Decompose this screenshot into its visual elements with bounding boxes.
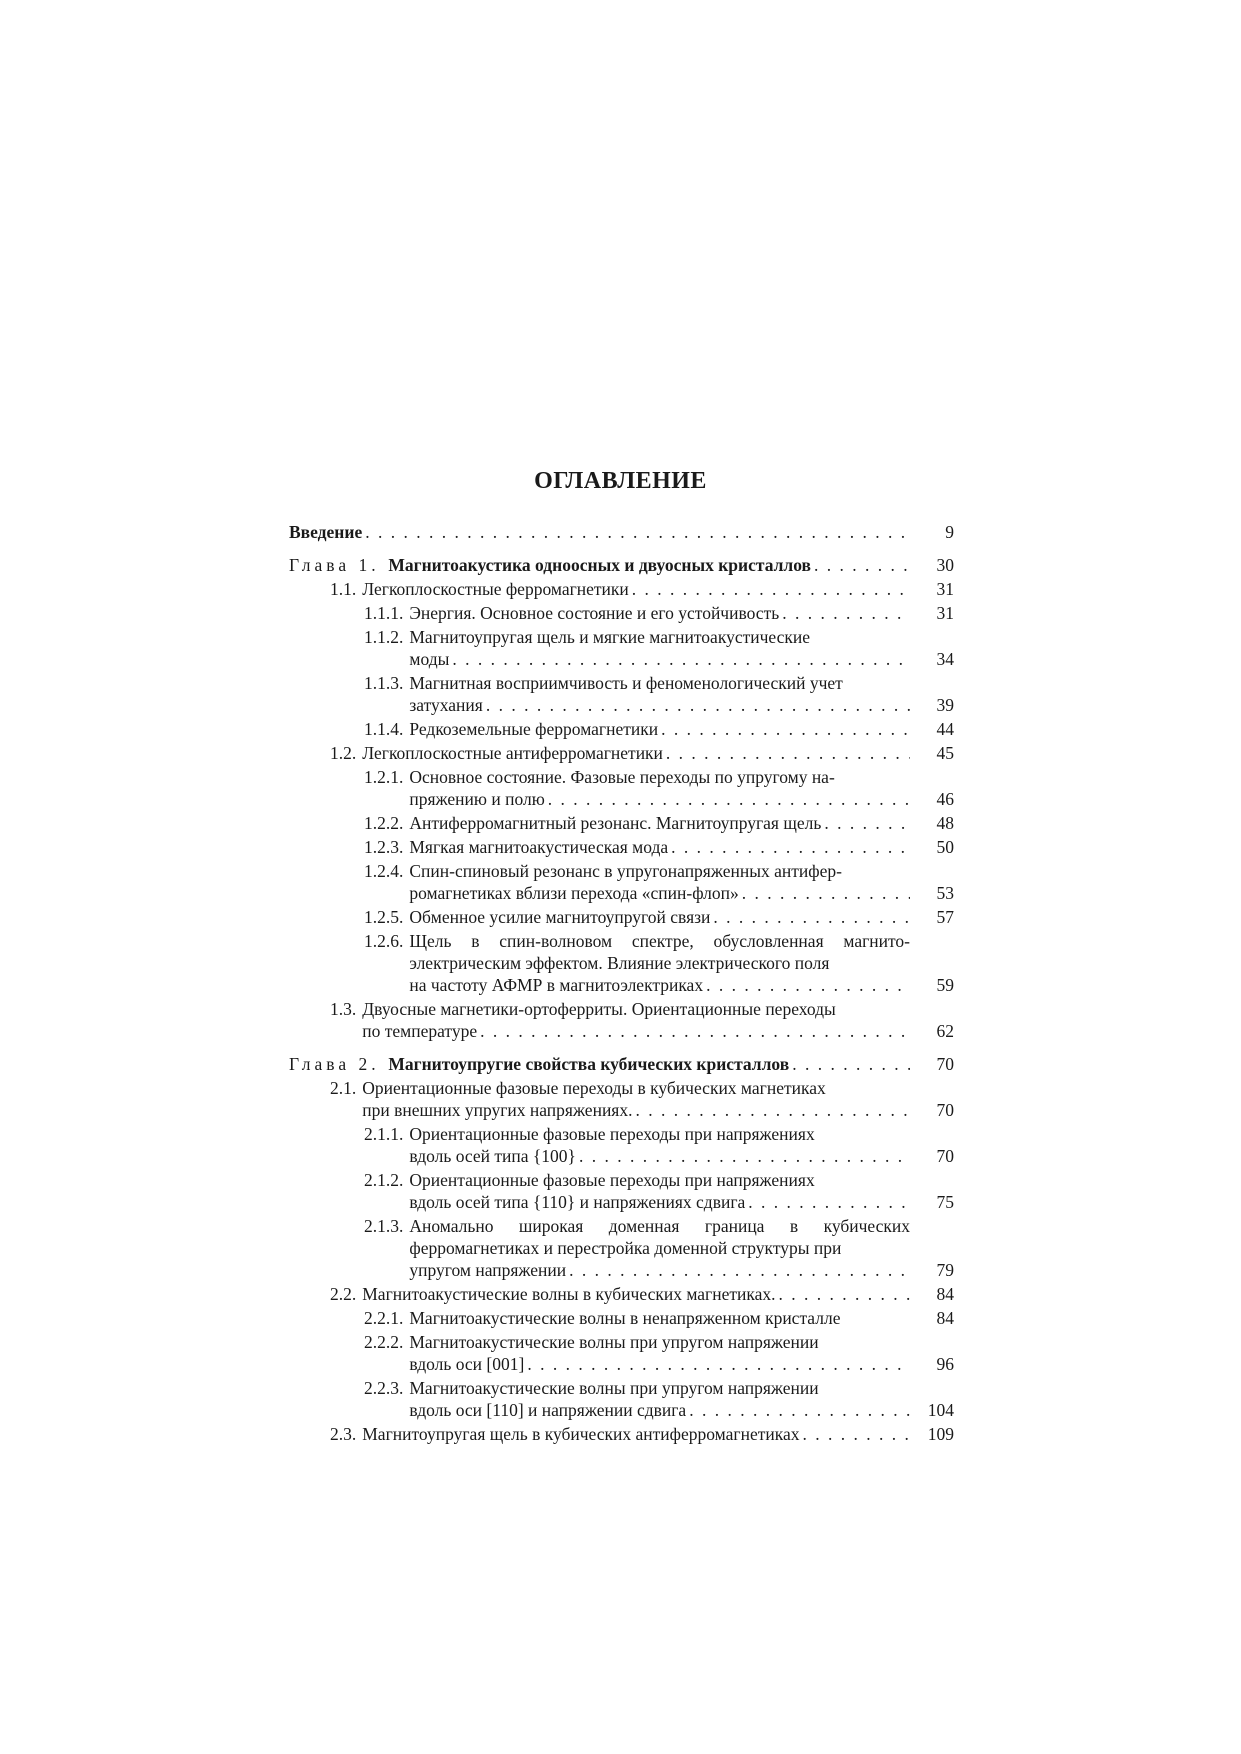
toc-subsection-text: вдоль оси [001] — [409, 1354, 525, 1374]
toc-subsection-item — [364, 1331, 910, 1375]
toc-subsection-text-line: Магнитная восприимчивость и феноменологический учет — [409, 673, 843, 693]
toc-section-leader — [362, 1099, 910, 1121]
chapter-prefix: Глава 1. — [289, 555, 380, 575]
dot-leader — [548, 788, 910, 810]
chapter-leader — [289, 1053, 910, 1075]
toc-section-title — [362, 1077, 910, 1121]
toc-subsection-text-line: Спин-спиновый резонанс в упругонапряженных антифер- — [409, 861, 842, 881]
dot-leader — [782, 602, 910, 624]
toc-subsection-text: вдоль оси [110] и напряжении сдвига — [409, 1400, 687, 1420]
toc-subsection-text-line: Щель в спин-волновом спектре, обусловленная магнито-электрическим эффектом. Влияние электрического поля — [409, 931, 910, 973]
toc-subsection-title — [409, 602, 910, 624]
toc-subsection-text-line: Магнитоакустические волны при упругом напряжении — [409, 1378, 819, 1398]
toc-subsection-title — [409, 626, 910, 670]
toc-subsection-number: 1.1.4. — [364, 719, 404, 739]
toc-subsection-body — [289, 602, 910, 624]
toc-subsection-number: 1.2.4. — [364, 861, 404, 881]
toc-subsection-item — [364, 766, 910, 810]
toc-section-page: 31 — [936, 579, 954, 599]
toc-subsection-text: вдоль осей типа {100} — [409, 1146, 576, 1166]
toc-subsection-text-line: Аномально широкая доменная граница в кубических ферромагнетиках и перестройка доменной структуры при — [409, 1216, 910, 1258]
toc-subsection-page: 96 — [936, 1354, 954, 1374]
toc-subsection — [289, 1215, 954, 1281]
toc-subsection — [289, 836, 954, 858]
toc-section-leader — [362, 1283, 910, 1305]
toc-subsection-leader — [409, 974, 910, 996]
toc-subsection-title — [409, 930, 910, 996]
toc-subsection-text: пряжению и полю — [409, 789, 545, 809]
chapter-heading — [289, 554, 811, 576]
toc-section-title — [362, 1283, 910, 1305]
dot-leader — [706, 974, 910, 996]
toc-subsection-title — [409, 718, 910, 740]
toc-subsection-page: 59 — [936, 975, 954, 995]
toc-subsection-page: 104 — [927, 1400, 954, 1420]
toc-subsection-number: 2.1.2. — [364, 1170, 404, 1190]
toc-subsection — [289, 812, 954, 834]
chapter-page: 30 — [936, 555, 954, 575]
toc-section — [289, 578, 954, 600]
toc-subsection — [289, 860, 954, 904]
toc-section-item — [330, 998, 910, 1042]
dot-leader — [635, 1099, 910, 1121]
toc-section-leader — [362, 578, 910, 600]
toc-subsection-page: 75 — [936, 1192, 954, 1212]
toc-subsection-body — [289, 1123, 910, 1167]
dot-leader — [748, 1191, 910, 1213]
toc-subsection-leader — [409, 1191, 910, 1213]
toc-subsection-body — [289, 1331, 910, 1375]
chapter-title: Магнитоакустика одноосных и двуосных кристаллов — [388, 555, 812, 575]
toc-subsection-body — [289, 836, 910, 858]
toc-subsection-item — [364, 836, 910, 858]
toc-subsection-title — [409, 1215, 910, 1281]
dot-leader — [365, 521, 910, 543]
toc-subsection-text: ромагнетиках вблизи перехода «спин-флоп» — [409, 883, 739, 903]
toc-section-item — [330, 742, 910, 764]
toc-subsection-text-line: Магнитоупругая щель и мягкие магнитоакустические — [409, 627, 811, 647]
chapter-title: Магнитоупругие свойства кубических кристаллов — [388, 1054, 790, 1074]
toc-subsection-text: Энергия. Основное состояние и его устойчивость — [409, 603, 780, 623]
toc-section-page: 62 — [936, 1021, 954, 1041]
toc-subsection-body — [289, 718, 910, 740]
toc-subsection — [289, 766, 954, 810]
toc-subsection-text: затухания — [409, 695, 483, 715]
toc-subsection-number: 1.1.3. — [364, 673, 404, 693]
toc-subsection-item — [364, 906, 910, 928]
dot-leader — [661, 718, 910, 740]
toc-subsection-number: 2.2.3. — [364, 1378, 404, 1398]
toc-section-body — [289, 742, 910, 764]
toc-chapter — [289, 554, 954, 576]
toc-subsection-item — [364, 718, 910, 740]
dot-leader — [824, 812, 910, 834]
chapter-body — [289, 1053, 910, 1075]
toc-section-body — [289, 1283, 910, 1305]
toc-section-title — [362, 578, 910, 600]
toc-subsection-title — [409, 906, 910, 928]
toc-subsection-body — [289, 1169, 910, 1213]
toc-subsection-body — [289, 906, 910, 928]
toc-section-leader — [362, 1423, 910, 1445]
toc-subsection-leader — [409, 602, 910, 624]
toc-subsection-text: вдоль осей типа {110} и напряжениях сдвига — [409, 1192, 746, 1212]
toc-section-text-line: Ориентационные фазовые переходы в кубических магнетиках — [362, 1078, 826, 1098]
toc-section — [289, 1283, 954, 1305]
toc-subsection-item — [364, 1215, 910, 1281]
toc-section-item — [330, 1077, 910, 1121]
toc-section-leader — [362, 742, 910, 764]
toc-subsection — [289, 718, 954, 740]
toc-subsection-title — [409, 766, 910, 810]
intro-page: 9 — [945, 522, 954, 542]
toc-section-body — [289, 578, 910, 600]
toc-subsection-item — [364, 1169, 910, 1213]
toc-section-number: 1.2. — [330, 743, 357, 763]
toc-subsection-body — [289, 812, 910, 834]
toc-subsection-text-line: Ориентационные фазовые переходы при напряжениях — [409, 1170, 815, 1190]
toc-subsection-item — [364, 1307, 910, 1329]
toc-subsection-number: 1.2.5. — [364, 907, 404, 927]
toc-subsection-text: на частоту АФМР в магнитоэлектриках — [409, 975, 704, 995]
toc-subsection-leader — [409, 694, 910, 716]
toc-subsection-leader — [409, 906, 910, 928]
toc-subsection-page: 48 — [936, 813, 954, 833]
toc-section-title — [362, 742, 910, 764]
toc-subsection-text: Редкоземельные ферромагнетики — [409, 719, 659, 739]
toc-subsection-text: Мягкая магнитоакустическая мода — [409, 837, 669, 857]
toc-section — [289, 998, 954, 1042]
toc-subsection-title — [409, 1377, 910, 1421]
chapter-prefix: Глава 2. — [289, 1054, 380, 1074]
toc-subsection-page: 53 — [936, 883, 954, 903]
toc-subsection-text: Антиферромагнитный резонанс. Магнитоупругая щель — [409, 813, 822, 833]
toc-subsection-item — [364, 602, 910, 624]
toc-subsection-text-line: Магнитоакустические волны при упругом напряжении — [409, 1332, 819, 1352]
toc-section-number: 2.2. — [330, 1284, 357, 1304]
toc-subsection-body — [289, 1377, 910, 1421]
toc-subsection-text-line: Ориентационные фазовые переходы при напряжениях — [409, 1124, 815, 1144]
toc-subsection-item — [364, 1377, 910, 1421]
dot-leader — [792, 1053, 910, 1075]
toc-subsection-number: 1.1.1. — [364, 603, 404, 623]
page-title: ОГЛАВЛЕНИЕ — [534, 468, 707, 494]
toc-section-text: Легкоплоскостные антиферромагнетики — [362, 743, 663, 763]
toc-subsection-body — [289, 930, 910, 996]
toc-section — [289, 742, 954, 764]
toc-section-page: 109 — [927, 1424, 954, 1444]
dot-leader — [452, 648, 910, 670]
toc-subsection-leader — [409, 1259, 910, 1281]
toc-section-leader — [362, 1020, 910, 1042]
dot-leader — [527, 1353, 910, 1375]
toc-subsection-page: 84 — [936, 1308, 954, 1328]
intro-label: Введение — [289, 522, 363, 542]
toc-subsection-title — [409, 672, 910, 716]
dot-leader — [671, 836, 910, 858]
toc-subsection-number: 1.2.1. — [364, 767, 404, 787]
toc-subsection-item — [364, 626, 910, 670]
toc-subsection-number: 1.2.2. — [364, 813, 404, 833]
toc-section-text: Легкоплоскостные ферромагнетики — [362, 579, 629, 599]
toc-subsection — [289, 602, 954, 624]
chapter-heading — [289, 1053, 789, 1075]
intro-leader — [289, 521, 910, 543]
toc-intro-body — [289, 521, 910, 543]
toc-subsection-text: упругом напряжении — [409, 1260, 567, 1280]
dot-leader — [814, 554, 910, 576]
toc-subsection-body — [289, 860, 910, 904]
toc-subsection-page: 57 — [936, 907, 954, 927]
toc-section-number: 1.3. — [330, 999, 357, 1019]
toc-subsection-leader — [409, 1399, 910, 1421]
dot-leader — [666, 742, 910, 764]
dot-leader — [779, 1283, 911, 1305]
toc-subsection-page: 50 — [936, 837, 954, 857]
toc-subsection-text: моды — [409, 649, 450, 669]
toc-subsection — [289, 906, 954, 928]
toc-section-number: 2.3. — [330, 1424, 357, 1444]
toc-subsection — [289, 626, 954, 670]
toc-subsection-title — [409, 1123, 910, 1167]
toc-section-page: 70 — [936, 1100, 954, 1120]
toc-section-item — [330, 1423, 910, 1445]
toc-subsection-title — [409, 812, 910, 834]
toc-section-text: при внешних упругих напряжениях. — [362, 1100, 633, 1120]
toc-intro — [289, 521, 954, 543]
chapter-leader — [289, 554, 910, 576]
dot-leader — [569, 1259, 910, 1281]
toc-subsection-title — [409, 1169, 910, 1213]
toc-section-body — [289, 1423, 910, 1445]
toc-section-text: Магнитоупругая щель в кубических антиферромагнетиках — [362, 1424, 800, 1444]
toc-section — [289, 1423, 954, 1445]
toc-section-title — [362, 1423, 910, 1445]
toc-section-text: Магнитоакустические волны в кубических магнетиках. — [362, 1284, 776, 1304]
toc-subsection-title — [409, 860, 910, 904]
toc-subsection-item — [364, 1123, 910, 1167]
toc-subsection-page: 79 — [936, 1260, 954, 1280]
dot-leader — [632, 578, 910, 600]
chapter-page: 70 — [936, 1054, 954, 1074]
toc-subsection-text: Магнитоакустические волны в ненапряженном кристалле — [409, 1308, 841, 1328]
toc-subsection-number: 1.1.2. — [364, 627, 404, 647]
toc-subsection — [289, 672, 954, 716]
toc-subsection — [289, 1377, 954, 1421]
toc-subsection-item — [364, 860, 910, 904]
toc-subsection-number: 2.1.3. — [364, 1216, 404, 1236]
dot-leader — [689, 1399, 910, 1421]
toc-subsection-leader — [409, 1145, 910, 1167]
toc-subsection-number: 1.2.6. — [364, 931, 404, 951]
dot-leader — [486, 694, 910, 716]
dot-leader — [803, 1423, 911, 1445]
toc-subsection-number: 2.2.2. — [364, 1332, 404, 1352]
toc-subsection — [289, 1307, 954, 1329]
toc-subsection-body — [289, 766, 910, 810]
toc-subsection-leader — [409, 812, 910, 834]
toc-subsection-body — [289, 1215, 910, 1281]
dot-leader — [480, 1020, 910, 1042]
chapter-body — [289, 554, 910, 576]
toc-section-title — [362, 998, 910, 1042]
toc-subsection — [289, 1169, 954, 1213]
toc-subsection-page: 34 — [936, 649, 954, 669]
toc-subsection-leader — [409, 836, 910, 858]
toc-section-item — [330, 1283, 910, 1305]
toc-section — [289, 1077, 954, 1121]
toc-subsection-number: 2.2.1. — [364, 1308, 404, 1328]
toc-section-page: 84 — [936, 1284, 954, 1304]
toc-section-item — [330, 578, 910, 600]
toc-section-body — [289, 998, 910, 1042]
toc-subsection-leader — [409, 882, 910, 904]
toc-chapter — [289, 1053, 954, 1075]
toc-subsection-leader — [409, 648, 910, 670]
toc-subsection-page: 31 — [936, 603, 954, 623]
dot-leader — [579, 1145, 910, 1167]
toc-section-text: по температуре — [362, 1021, 478, 1041]
toc-subsection — [289, 930, 954, 996]
toc-subsection-page: 44 — [936, 719, 954, 739]
toc-subsection-item — [364, 672, 910, 716]
toc-subsection-item — [364, 812, 910, 834]
toc-section-page: 45 — [936, 743, 954, 763]
toc-subsection-body — [289, 672, 910, 716]
toc-subsection-body — [289, 1307, 910, 1329]
toc-subsection-title — [409, 1307, 910, 1329]
toc-subsection — [289, 1123, 954, 1167]
toc-subsection-leader — [409, 1353, 910, 1375]
toc-subsection-number: 2.1.1. — [364, 1124, 404, 1144]
toc-section-text-line: Двуосные магнетики-ортоферриты. Ориентационные переходы — [362, 999, 836, 1019]
toc-subsection-item — [364, 930, 910, 996]
dot-leader — [713, 906, 910, 928]
toc-subsection-number: 1.2.3. — [364, 837, 404, 857]
toc-subsection-page: 70 — [936, 1146, 954, 1166]
toc-subsection-leader — [409, 718, 910, 740]
toc-subsection-page: 39 — [936, 695, 954, 715]
dot-leader — [742, 882, 910, 904]
toc-subsection-title — [409, 1331, 910, 1375]
toc-subsection-leader — [409, 1307, 910, 1329]
toc-subsection-title — [409, 836, 910, 858]
toc-section-body — [289, 1077, 910, 1121]
toc-subsection — [289, 1331, 954, 1375]
toc-subsection-body — [289, 626, 910, 670]
toc-subsection-text-line: Основное состояние. Фазовые переходы по упругому на- — [409, 767, 835, 787]
toc-subsection-leader — [409, 788, 910, 810]
toc-section-number: 2.1. — [330, 1078, 357, 1098]
toc-subsection-page: 46 — [936, 789, 954, 809]
toc-subsection-text: Обменное усилие магнитоупругой связи — [409, 907, 711, 927]
toc-section-number: 1.1. — [330, 579, 357, 599]
table-of-contents — [289, 521, 954, 1445]
